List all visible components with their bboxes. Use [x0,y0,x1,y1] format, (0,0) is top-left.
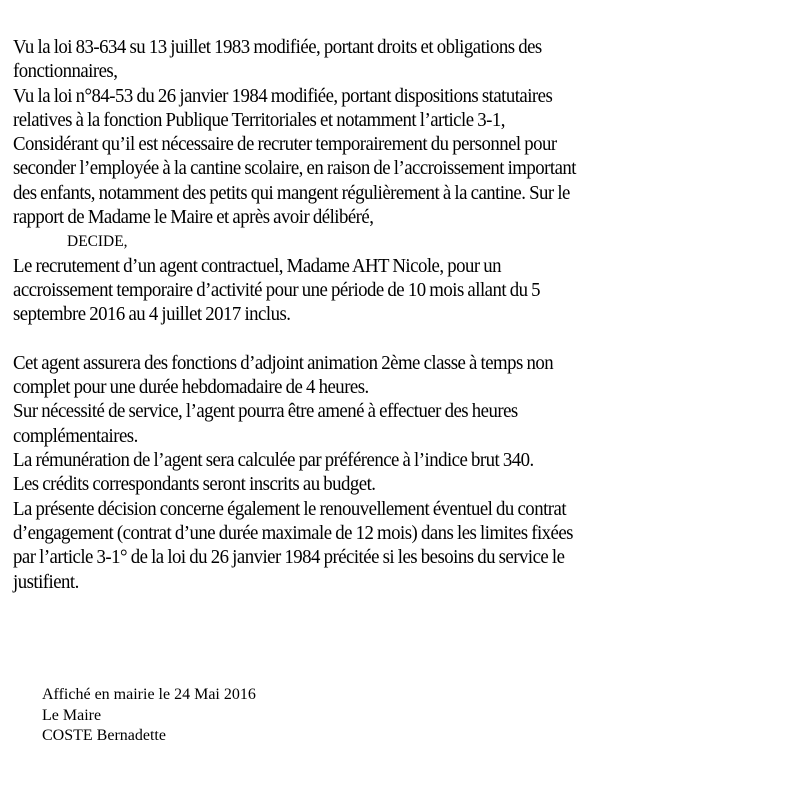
terms-line: La présente décision concerne également le renouvellement éventuel du contrat [13,498,567,520]
body-line: fonctionnaires, [13,61,118,83]
terms-section [13,352,775,595]
terms-line: d’engagement (contrat d’une durée maximale de 12 mois) dans les limites fixées [13,522,573,544]
terms-line: par l’article 3-1° de la loi du 26 janvier 1984 précitée si les besoins du service le [13,547,565,569]
paragraph-spacer [13,328,775,352]
decision-line: Le recrutement d’un agent contractuel, Madame AHT Nicole, pour un [13,255,502,277]
body-line: Vu la loi 83-634 su 13 juillet 1983 modifiée, portant droits et obligations des [13,37,542,58]
signatory-name: COSTE Bernadette [42,727,166,744]
body-line: rapport de Madame le Maire et après avoir délibéré, [13,207,374,229]
body-line: Considérant qu’il est nécessaire de recruter temporairement du personnel pour [13,134,557,156]
body-line: relatives à la fonction Publique Territoriales et notamment l’article 3-1, [13,109,505,131]
decision-line: septembre 2016 au 4 juillet 2017 inclus. [13,304,291,326]
decision-section [13,255,775,328]
considerations-section [13,36,775,230]
terms-line: complet pour une durée hebdomadaire de 4 heures. [13,377,369,399]
terms-line: Cet agent assurera des fonctions d’adjoint animation 2ème classe à temps non [13,352,554,374]
body-line: des enfants, notamment des petits qui mangent régulièrement à la cantine. Sur le [13,182,570,204]
terms-line: La rémunération de l’agent sera calculée par préférence à l’indice brut 340. [13,450,534,472]
document-body [13,36,775,595]
signature-block [42,685,256,747]
terms-line: Sur nécessité de service, l’agent pourra être amené à effectuer des heures [13,401,518,423]
decision-line: accroissement temporaire d’activité pour une période de 10 mois allant du 5 [13,279,541,301]
terms-line: complémentaires. [13,425,138,447]
terms-line: Les crédits correspondants seront inscrits au budget. [13,474,376,496]
decide-heading: DECIDE, [67,233,128,251]
body-line: Vu la loi n°84-53 du 26 janvier 1984 modifiée, portant dispositions statutaires [13,85,553,107]
signatory-title: Le Maire [42,706,102,724]
terms-line: justifient. [13,571,79,593]
body-line: seconder l’employée à la cantine scolaire, en raison de l’accroissement important [13,158,576,180]
posted-date: Affiché en mairie le 24 Mai 2016 [42,686,256,703]
